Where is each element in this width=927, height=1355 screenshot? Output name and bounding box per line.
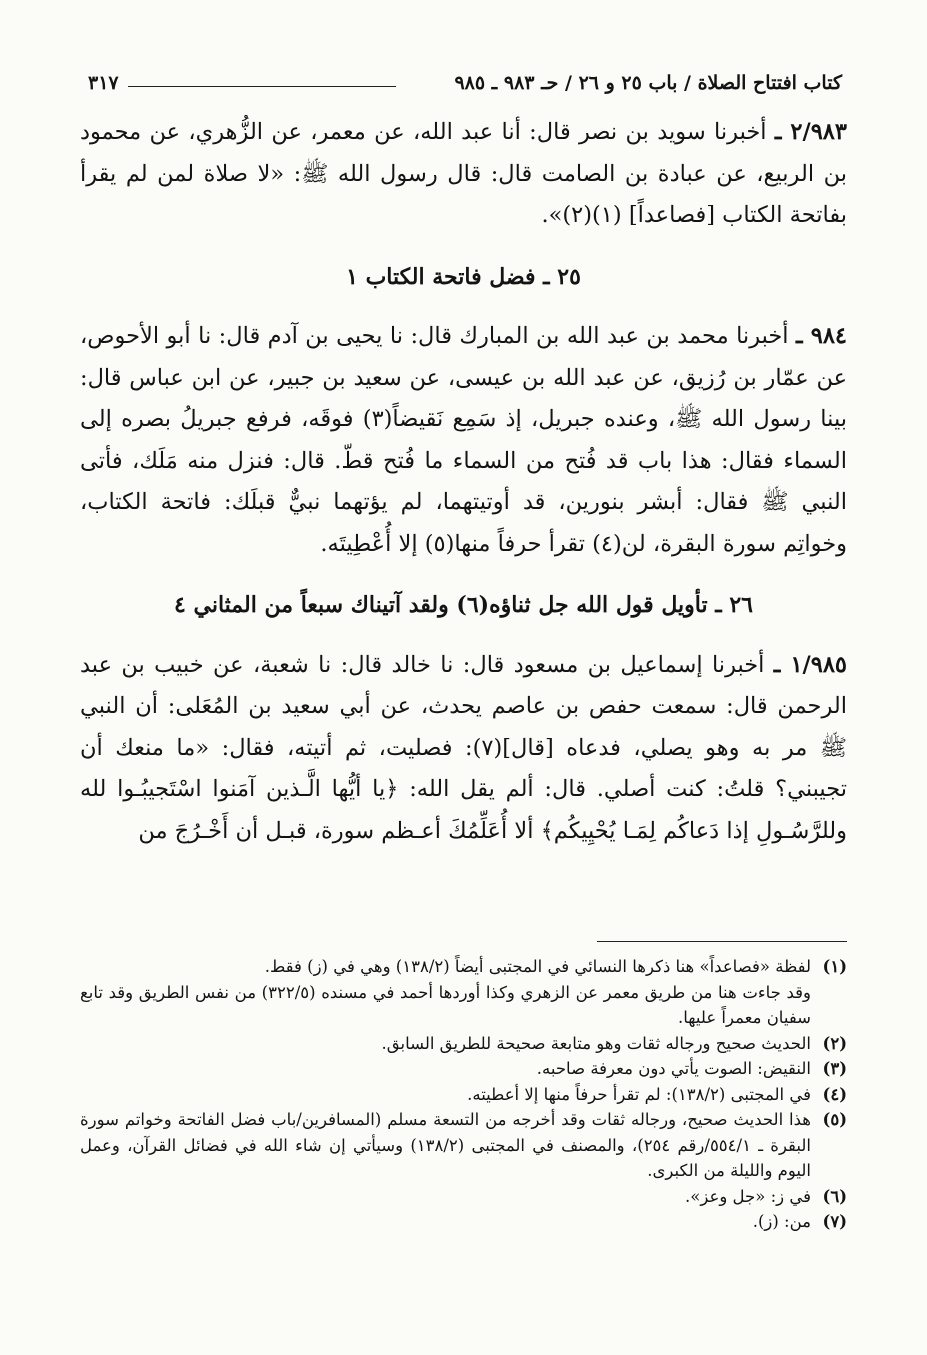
footnote-text: لفظة «فصاعداً» هنا ذكرها النسائي في المجتبى أيضاً (١٣٨/٢) وهي في (ز) فقط. xyxy=(264,957,811,976)
footnote-text: النقيض: الصوت يأتي دون معرفة صاحبه. xyxy=(536,1059,811,1078)
footnote-number: (٢) xyxy=(822,1033,847,1053)
chapter-heading-26: ٢٦ ـ تأويل قول الله جل ثناؤه(٦) ولقد آتيناك سبعاً من المثاني ٤ xyxy=(174,592,753,618)
header-rule xyxy=(128,86,396,87)
footnote-6 xyxy=(80,1184,847,1210)
footnote-number: (٤) xyxy=(822,1084,847,1104)
footnotes xyxy=(80,954,847,1235)
hadith-text: أخبرنا محمد بن عبد الله بن المبارك قال: نا يحيى بن آدم قال: نا أبو الأحوص، عن عمّار بن رُزيق، عن عبد الله بن عيسى، عن سعيد بن جبير، عن ابن عباس قال: بينا رسول الله ﷺ، وعنده جبريل، إذ سَمِع نَقيضاً(٣) فوقَه، فرفع جبريلُ بصره إلى السماء فقال: هذا باب قد فُتح من السماء ما فُتح قطّ. قال: فنزل منه مَلَك، فأتى النبي ﷺ فقال: أبشر بنورين، قد أوتيتهما، لم يؤتهما نبيٌّ قبلَك: فاتحة الكتاب، وخواتِم سورة البقرة، لن(٤) تقرأ حرفاً منها(٥) إلا أُعْطِيتَه. xyxy=(80,323,847,557)
footnote-text: هذا الحديث صحيح، ورجاله ثقات وقد أخرجه من التسعة مسلم (المسافرين/باب فضل الفاتحة وخواتم سورة البقرة ـ ٥٥٤/١/رقم ٢٥٤)، والمصنف في المجتبى (١٣٨/٢) وسيأتي إن شاء الله في فضائل القرآن، وعمل اليوم والليلة من الكبرى. xyxy=(80,1110,811,1180)
hadith-text: أخبرنا إسماعيل بن مسعود قال: نا خالد قال: نا شعبة، عن خبيب بن عبد الرحمن قال: سمعت حفص بن عاصم يحدث، عن أبي سعيد بن المُعَلى: أن النبي ﷺ مر به وهو يصلي، فدعاه [قال](٧): فصليت، ثم أتيته، فقال: «ما منعك أن تجيبني؟ قلتُ: كنت أصلي. قال: ألم يقل الله: ﴿يا أيُّها الَّـذين آمَنوا اسْتَجيبُـوا لله وللرَّسُـولِ إذا دَعاكُم لِمَـا يُحْيِيكُم﴾ ألا أُعَلِّمُكَ أعـظم سورة، قبـل أن أَخْـرُجَ من xyxy=(80,651,847,844)
hadith-number: ١/٩٨٥ ـ xyxy=(773,651,847,678)
footnote-number: (٧) xyxy=(822,1212,847,1231)
footnote-7 xyxy=(80,1209,847,1235)
footnote-2 xyxy=(80,1031,847,1057)
header-title: كتاب افتتاح الصلاة / باب ٢٥ و ٢٦ / حـ ٩٨٣ ـ ٩٨٥ xyxy=(454,72,842,94)
hadith-983 xyxy=(80,112,847,237)
footnote-4 xyxy=(80,1082,847,1108)
footnote-5 xyxy=(80,1107,847,1184)
main-text xyxy=(80,112,847,852)
chapter-heading-25: ٢٥ ـ فضل فاتحة الكتاب ١ xyxy=(346,263,581,290)
running-header xyxy=(88,60,842,94)
footnote-3 xyxy=(80,1056,847,1082)
footnote-text: في المجتبى (١٣٨/٢): لم تقرأ حرفاً منها إلا أعطيته. xyxy=(467,1084,811,1104)
hadith-text: أخبرنا سويد بن نصر قال: أنا عبد الله، عن معمر، عن الزُّهري، عن محمود بن الربيع، عن عبادة بن الصامت قال: قال رسول الله ﷺ: «لا صلاة لمن لم يقرأ بفاتحة الكتاب [فصاعداً] (١)(٢)». xyxy=(80,119,847,228)
footnote-text: في ز: «جل وعز». xyxy=(685,1186,811,1206)
footnote-number: (١) xyxy=(822,957,847,976)
page-number: ٣١٧ xyxy=(88,72,119,94)
footnote-text: من: (ز). xyxy=(752,1212,811,1231)
footnote-text: وقد جاءت هنا من طريق معمر عن الزهري وكذا أوردها أحمد في مسنده (٣٢٢/٥) من نفس الطريق وقد تابع سفيان معمراً عليها. xyxy=(80,982,812,1027)
footnote-rule xyxy=(597,941,847,942)
footnote-number: (٣) xyxy=(822,1059,847,1078)
hadith-985 xyxy=(80,645,847,853)
footnote-1 xyxy=(80,954,847,1031)
hadith-number: ٩٨٤ ـ xyxy=(796,323,847,349)
footnote-number: (٦) xyxy=(822,1186,847,1206)
hadith-number: ٢/٩٨٣ ـ xyxy=(774,119,847,145)
footnote-text: الحديث صحيح ورجاله ثقات وهو متابعة صحيحة للطريق السابق. xyxy=(381,1033,811,1053)
footnote-number: (٥) xyxy=(822,1110,847,1129)
hadith-984 xyxy=(80,316,847,565)
